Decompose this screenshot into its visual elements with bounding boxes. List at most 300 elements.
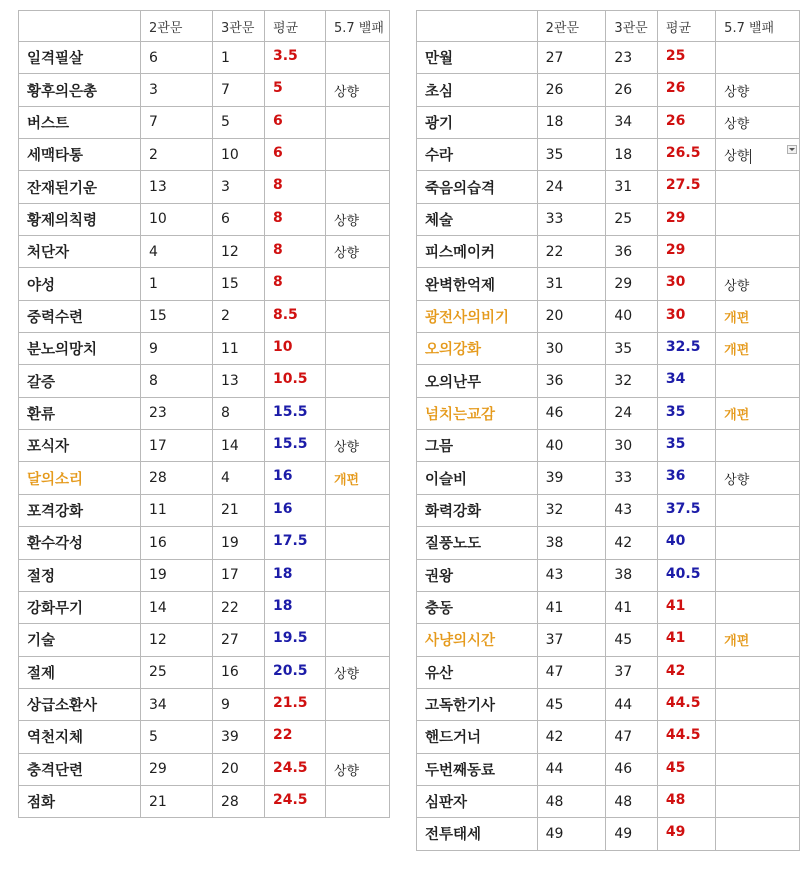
average-cell[interactable]: 18	[265, 591, 326, 623]
gate2-rank-cell[interactable]: 29	[141, 753, 213, 785]
engraving-name-cell[interactable]: 오의강화	[417, 333, 538, 365]
average-cell[interactable]: 35	[657, 430, 715, 462]
gate3-rank-cell[interactable]: 38	[606, 559, 658, 591]
average-cell[interactable]: 41	[657, 624, 715, 656]
average-cell[interactable]: 24.5	[265, 753, 326, 785]
balance-note-text: 개편	[724, 407, 750, 423]
dropdown-arrow-icon[interactable]	[787, 145, 797, 154]
table-row	[417, 591, 800, 623]
gate3-rank-cell[interactable]: 23	[606, 42, 658, 74]
gate2-rank-cell[interactable]: 16	[141, 527, 213, 559]
balance-note-cell[interactable]	[326, 74, 390, 106]
balance-note-cell[interactable]	[716, 365, 800, 397]
gate2-rank-cell[interactable]: 41	[537, 591, 606, 623]
average-cell[interactable]: 8	[265, 268, 326, 300]
gate3-rank-cell[interactable]: 5	[213, 106, 265, 138]
average-cell[interactable]: 32.5	[657, 333, 715, 365]
engraving-name-cell[interactable]: 고독한기사	[417, 688, 538, 720]
balance-note-cell[interactable]	[326, 688, 390, 720]
balance-note-cell[interactable]	[326, 42, 390, 74]
gate2-rank-cell[interactable]: 48	[537, 785, 606, 817]
header-cell-gate2: 2관문	[537, 11, 606, 42]
engraving-name-cell[interactable]: 죽음의습격	[417, 171, 538, 203]
engraving-name-cell[interactable]: 화력강화	[417, 494, 538, 526]
balance-note-text: 상향	[334, 666, 360, 682]
gate3-rank-cell[interactable]: 20	[213, 753, 265, 785]
gate2-rank-cell[interactable]: 8	[141, 365, 213, 397]
average-cell[interactable]: 49	[657, 818, 715, 850]
gate3-rank-cell[interactable]: 16	[213, 656, 265, 688]
average-cell[interactable]: 26	[657, 74, 715, 106]
gate3-rank-cell[interactable]: 25	[606, 203, 658, 235]
engraving-name-cell[interactable]: 광전사의비기	[417, 300, 538, 332]
engraving-name-cell[interactable]: 강화무기	[19, 591, 141, 623]
gate3-rank-cell[interactable]: 9	[213, 688, 265, 720]
table-row	[417, 300, 800, 332]
gate2-rank-cell[interactable]: 6	[141, 42, 213, 74]
gate3-rank-cell[interactable]: 7	[213, 74, 265, 106]
gate3-rank-cell[interactable]: 13	[213, 365, 265, 397]
table-row	[19, 591, 390, 623]
engraving-name-cell[interactable]: 초심	[417, 74, 538, 106]
engraving-name-cell[interactable]: 환류	[19, 397, 141, 429]
gate3-rank-cell[interactable]: 46	[606, 753, 658, 785]
gate3-rank-cell[interactable]: 30	[606, 430, 658, 462]
balance-note-cell[interactable]	[326, 106, 390, 138]
average-cell[interactable]: 44.5	[657, 721, 715, 753]
balance-note-cell[interactable]	[716, 753, 800, 785]
average-cell[interactable]: 10.5	[265, 365, 326, 397]
balance-note-cell[interactable]	[326, 753, 390, 785]
balance-note-cell[interactable]	[716, 397, 800, 429]
gate2-rank-cell[interactable]: 7	[141, 106, 213, 138]
balance-note-cell[interactable]	[326, 268, 390, 300]
average-cell[interactable]: 5	[265, 74, 326, 106]
balance-note-text: 상향	[334, 213, 360, 229]
gate2-rank-cell[interactable]: 44	[537, 753, 606, 785]
gate3-rank-cell[interactable]: 47	[606, 721, 658, 753]
engraving-name-cell[interactable]: 분노의망치	[19, 333, 141, 365]
gate2-rank-cell[interactable]: 14	[141, 591, 213, 623]
gate2-rank-cell[interactable]: 3	[141, 74, 213, 106]
balance-note-cell[interactable]	[716, 721, 800, 753]
average-cell[interactable]: 21.5	[265, 688, 326, 720]
balance-note-cell[interactable]	[326, 591, 390, 623]
engraving-name-cell[interactable]: 황후의은총	[19, 74, 141, 106]
engraving-name-cell[interactable]: 절정	[19, 559, 141, 591]
gate2-rank-cell[interactable]: 27	[537, 42, 606, 74]
balance-note-cell[interactable]	[716, 818, 800, 850]
gate2-rank-cell[interactable]: 42	[537, 721, 606, 753]
table-row	[19, 236, 390, 268]
table-row	[417, 656, 800, 688]
gate2-rank-cell[interactable]: 17	[141, 430, 213, 462]
balance-note-cell[interactable]	[716, 527, 800, 559]
table-row	[19, 721, 390, 753]
gate2-rank-cell[interactable]: 13	[141, 171, 213, 203]
balance-note-cell[interactable]	[716, 106, 800, 138]
balance-note-text: 개편	[334, 472, 360, 488]
gate3-rank-cell[interactable]: 29	[606, 268, 658, 300]
balance-note-text: 상향	[724, 149, 750, 165]
gate3-rank-cell[interactable]: 35	[606, 333, 658, 365]
table-row	[417, 559, 800, 591]
balance-note-cell[interactable]	[716, 74, 800, 106]
gate3-rank-cell[interactable]: 2	[213, 300, 265, 332]
balance-note-cell[interactable]	[326, 785, 390, 817]
gate2-rank-cell[interactable]: 21	[141, 785, 213, 817]
table-row	[417, 624, 800, 656]
balance-note-cell[interactable]	[326, 397, 390, 429]
table-row	[417, 106, 800, 138]
table-row	[19, 494, 390, 526]
engraving-name-cell[interactable]: 넘치는교감	[417, 397, 538, 429]
gate2-rank-cell[interactable]: 4	[141, 236, 213, 268]
engraving-name-cell[interactable]: 전투태세	[417, 818, 538, 850]
average-cell[interactable]: 35	[657, 397, 715, 429]
engraving-name-cell[interactable]: 충격단련	[19, 753, 141, 785]
average-cell[interactable]: 29	[657, 236, 715, 268]
engraving-name-cell[interactable]: 심판자	[417, 785, 538, 817]
average-cell[interactable]: 15.5	[265, 397, 326, 429]
gate3-rank-cell[interactable]: 22	[213, 591, 265, 623]
average-cell[interactable]: 20.5	[265, 656, 326, 688]
engraving-name-cell[interactable]: 환수각성	[19, 527, 141, 559]
gate3-rank-cell[interactable]: 15	[213, 268, 265, 300]
gate2-rank-cell[interactable]: 33	[537, 203, 606, 235]
table-row	[19, 74, 390, 106]
gate2-rank-cell[interactable]: 47	[537, 656, 606, 688]
engraving-name-cell[interactable]: 수라	[417, 139, 538, 171]
average-cell[interactable]: 16	[265, 462, 326, 494]
header-cell-gate3: 3관문	[213, 11, 265, 42]
gate2-rank-cell[interactable]: 5	[141, 721, 213, 753]
average-cell[interactable]: 30	[657, 268, 715, 300]
average-cell[interactable]: 45	[657, 753, 715, 785]
header-cell-balance-patch: 5.7 밸패	[326, 11, 390, 42]
gate3-rank-cell[interactable]: 36	[606, 236, 658, 268]
gate2-rank-cell[interactable]: 37	[537, 624, 606, 656]
gate2-rank-cell[interactable]: 43	[537, 559, 606, 591]
gate2-rank-cell[interactable]: 49	[537, 818, 606, 850]
balance-note-cell[interactable]	[326, 300, 390, 332]
average-cell[interactable]: 22	[265, 721, 326, 753]
table-row	[19, 300, 390, 332]
table-row	[417, 527, 800, 559]
gate3-rank-cell[interactable]: 32	[606, 365, 658, 397]
average-cell[interactable]: 6	[265, 106, 326, 138]
table-row	[19, 688, 390, 720]
balance-note-cell[interactable]	[716, 462, 800, 494]
table-row	[417, 818, 800, 850]
table-row	[417, 42, 800, 74]
engraving-name-cell[interactable]: 피스메이커	[417, 236, 538, 268]
balance-note-text: 상향	[724, 84, 750, 100]
gate3-rank-cell[interactable]: 8	[213, 397, 265, 429]
average-cell[interactable]: 34	[657, 365, 715, 397]
table-row	[417, 688, 800, 720]
balance-note-cell[interactable]	[716, 624, 800, 656]
average-cell[interactable]: 15.5	[265, 430, 326, 462]
gate2-rank-cell[interactable]: 38	[537, 527, 606, 559]
gate2-rank-cell[interactable]: 19	[141, 559, 213, 591]
gate3-rank-cell[interactable]: 43	[606, 494, 658, 526]
table-row	[417, 365, 800, 397]
right-table-body	[417, 11, 800, 851]
table-row	[417, 203, 800, 235]
gate2-rank-cell[interactable]: 30	[537, 333, 606, 365]
balance-note-cell[interactable]	[326, 333, 390, 365]
engraving-name-cell[interactable]: 중력수련	[19, 300, 141, 332]
balance-note-cell[interactable]	[716, 656, 800, 688]
balance-note-text: 상향	[334, 440, 360, 456]
gate3-rank-cell[interactable]: 11	[213, 333, 265, 365]
gate3-rank-cell[interactable]: 4	[213, 462, 265, 494]
average-cell[interactable]: 16	[265, 494, 326, 526]
balance-note-cell[interactable]	[326, 494, 390, 526]
gate2-rank-cell[interactable]: 2	[141, 139, 213, 171]
header-row	[19, 11, 390, 42]
engraving-name-cell[interactable]: 두번째동료	[417, 753, 538, 785]
engraving-name-cell[interactable]: 질풍노도	[417, 527, 538, 559]
balance-note-cell[interactable]	[716, 171, 800, 203]
gate2-rank-cell[interactable]: 1	[141, 268, 213, 300]
engraving-name-cell[interactable]: 잔재된기운	[19, 171, 141, 203]
gate3-rank-cell[interactable]: 24	[606, 397, 658, 429]
average-cell[interactable]: 41	[657, 591, 715, 623]
average-cell[interactable]: 25	[657, 42, 715, 74]
table-row	[19, 785, 390, 817]
gate2-rank-cell[interactable]: 26	[537, 74, 606, 106]
balance-note-text: 상향	[724, 472, 750, 488]
gate2-rank-cell[interactable]: 32	[537, 494, 606, 526]
balance-note-text: 상향	[334, 763, 360, 779]
balance-note-cell[interactable]	[326, 203, 390, 235]
gate2-rank-cell[interactable]: 28	[141, 462, 213, 494]
average-cell[interactable]: 30	[657, 300, 715, 332]
average-cell[interactable]: 29	[657, 203, 715, 235]
balance-note-cell[interactable]	[716, 559, 800, 591]
engraving-name-cell[interactable]: 만월	[417, 42, 538, 74]
engraving-name-cell[interactable]: 핸드거너	[417, 721, 538, 753]
gate2-rank-cell[interactable]: 20	[537, 300, 606, 332]
left-table	[18, 10, 390, 818]
gate3-rank-cell[interactable]: 19	[213, 527, 265, 559]
gate3-rank-cell[interactable]: 40	[606, 300, 658, 332]
engraving-name-cell[interactable]: 처단자	[19, 236, 141, 268]
engraving-name-cell[interactable]: 그믐	[417, 430, 538, 462]
gate3-rank-cell[interactable]: 1	[213, 42, 265, 74]
balance-note-cell[interactable]	[326, 139, 390, 171]
engraving-name-cell[interactable]: 세맥타통	[19, 139, 141, 171]
gate3-rank-cell[interactable]: 37	[606, 656, 658, 688]
gate2-rank-cell[interactable]: 40	[537, 430, 606, 462]
balance-note-cell[interactable]	[716, 688, 800, 720]
engraving-name-cell[interactable]: 이슬비	[417, 462, 538, 494]
gate2-rank-cell[interactable]: 12	[141, 624, 213, 656]
average-cell[interactable]: 10	[265, 333, 326, 365]
engraving-name-cell[interactable]: 역천지체	[19, 721, 141, 753]
engraving-name-cell[interactable]: 유산	[417, 656, 538, 688]
gate2-rank-cell[interactable]: 39	[537, 462, 606, 494]
average-cell[interactable]: 40	[657, 527, 715, 559]
balance-note-text: 개편	[724, 310, 750, 326]
gate3-rank-cell[interactable]: 21	[213, 494, 265, 526]
average-cell[interactable]: 40.5	[657, 559, 715, 591]
average-cell[interactable]: 17.5	[265, 527, 326, 559]
balance-note-cell[interactable]	[716, 300, 800, 332]
engraving-name-cell[interactable]: 사냥의시간	[417, 624, 538, 656]
header-cell-gate3: 3관문	[606, 11, 658, 42]
gate3-rank-cell[interactable]: 42	[606, 527, 658, 559]
table-row	[19, 203, 390, 235]
gate2-rank-cell[interactable]: 11	[141, 494, 213, 526]
gate3-rank-cell[interactable]: 45	[606, 624, 658, 656]
engraving-name-cell[interactable]: 갈증	[19, 365, 141, 397]
engraving-name-cell[interactable]: 점화	[19, 785, 141, 817]
engraving-name-cell[interactable]: 버스트	[19, 106, 141, 138]
average-cell[interactable]: 42	[657, 656, 715, 688]
gate2-rank-cell[interactable]: 31	[537, 268, 606, 300]
gate3-rank-cell[interactable]: 41	[606, 591, 658, 623]
engraving-name-cell[interactable]: 상급소환사	[19, 688, 141, 720]
gate3-rank-cell[interactable]: 33	[606, 462, 658, 494]
table-row	[19, 268, 390, 300]
balance-note-cell[interactable]	[716, 268, 800, 300]
gate3-rank-cell[interactable]: 39	[213, 721, 265, 753]
balance-note-cell[interactable]	[716, 236, 800, 268]
gate2-rank-cell[interactable]: 36	[537, 365, 606, 397]
gate3-rank-cell[interactable]: 14	[213, 430, 265, 462]
header-cell-blank	[19, 11, 141, 42]
average-cell[interactable]: 8	[265, 236, 326, 268]
engraving-name-cell[interactable]: 황제의칙령	[19, 203, 141, 235]
balance-note-cell[interactable]	[716, 591, 800, 623]
engraving-name-cell[interactable]: 야성	[19, 268, 141, 300]
table-row	[19, 333, 390, 365]
balance-note-cell[interactable]	[326, 171, 390, 203]
header-cell-average: 평균	[265, 11, 326, 42]
gate3-rank-cell[interactable]: 10	[213, 139, 265, 171]
gate2-rank-cell[interactable]: 23	[141, 397, 213, 429]
balance-note-cell[interactable]	[326, 527, 390, 559]
table-row	[417, 171, 800, 203]
balance-note-cell[interactable]	[326, 656, 390, 688]
engraving-name-cell[interactable]: 오의난무	[417, 365, 538, 397]
table-row	[19, 753, 390, 785]
table-row	[417, 430, 800, 462]
balance-note-cell[interactable]	[716, 42, 800, 74]
average-cell[interactable]: 8	[265, 171, 326, 203]
table-row	[19, 624, 390, 656]
balance-note-text: 개편	[724, 634, 750, 650]
average-cell[interactable]: 44.5	[657, 688, 715, 720]
gate3-rank-cell[interactable]: 6	[213, 203, 265, 235]
balance-note-cell[interactable]	[326, 559, 390, 591]
balance-note-cell[interactable]	[716, 785, 800, 817]
balance-note-cell[interactable]	[716, 333, 800, 365]
gate2-rank-cell[interactable]: 45	[537, 688, 606, 720]
engraving-name-cell[interactable]: 완벽한억제	[417, 268, 538, 300]
gate3-rank-cell[interactable]: 17	[213, 559, 265, 591]
engraving-name-cell[interactable]: 달의소리	[19, 462, 141, 494]
average-cell[interactable]: 8	[265, 203, 326, 235]
gate2-rank-cell[interactable]: 22	[537, 236, 606, 268]
average-cell[interactable]: 8.5	[265, 300, 326, 332]
engraving-name-cell[interactable]: 충동	[417, 591, 538, 623]
gate3-rank-cell[interactable]: 3	[213, 171, 265, 203]
balance-note-cell[interactable]	[326, 365, 390, 397]
balance-note-cell[interactable]	[716, 203, 800, 235]
balance-note-cell[interactable]	[716, 430, 800, 462]
balance-note-cell[interactable]	[326, 721, 390, 753]
table-row	[417, 462, 800, 494]
engraving-name-cell[interactable]: 절제	[19, 656, 141, 688]
engraving-name-cell[interactable]: 포식자	[19, 430, 141, 462]
gate2-rank-cell[interactable]: 25	[141, 656, 213, 688]
balance-note-cell[interactable]	[326, 462, 390, 494]
engraving-name-cell[interactable]: 포격강화	[19, 494, 141, 526]
table-row	[19, 656, 390, 688]
balance-note-cell[interactable]	[326, 624, 390, 656]
gate3-rank-cell[interactable]: 34	[606, 106, 658, 138]
gate2-rank-cell[interactable]: 46	[537, 397, 606, 429]
average-cell[interactable]: 27.5	[657, 171, 715, 203]
average-cell[interactable]: 37.5	[657, 494, 715, 526]
gate3-rank-cell[interactable]: 49	[606, 818, 658, 850]
average-cell[interactable]: 26	[657, 106, 715, 138]
gate3-rank-cell[interactable]: 18	[606, 139, 658, 171]
average-cell[interactable]: 24.5	[265, 785, 326, 817]
average-cell[interactable]: 48	[657, 785, 715, 817]
gate2-rank-cell[interactable]: 18	[537, 106, 606, 138]
table-row	[417, 236, 800, 268]
average-cell[interactable]: 19.5	[265, 624, 326, 656]
gate3-rank-cell[interactable]: 31	[606, 171, 658, 203]
gate3-rank-cell[interactable]: 27	[213, 624, 265, 656]
right-table	[416, 10, 800, 851]
table-row	[417, 74, 800, 106]
gate2-rank-cell[interactable]: 34	[141, 688, 213, 720]
gate3-rank-cell[interactable]: 28	[213, 785, 265, 817]
table-row	[19, 106, 390, 138]
average-cell[interactable]: 3.5	[265, 42, 326, 74]
average-cell[interactable]: 36	[657, 462, 715, 494]
gate3-rank-cell[interactable]: 26	[606, 74, 658, 106]
gate2-rank-cell[interactable]: 9	[141, 333, 213, 365]
balance-note-cell[interactable]	[716, 494, 800, 526]
gate3-rank-cell[interactable]: 44	[606, 688, 658, 720]
average-cell[interactable]: 6	[265, 139, 326, 171]
balance-note-cell[interactable]	[716, 139, 800, 171]
gate2-rank-cell[interactable]: 35	[537, 139, 606, 171]
engraving-name-cell[interactable]: 체술	[417, 203, 538, 235]
average-cell[interactable]: 18	[265, 559, 326, 591]
average-cell[interactable]: 26.5	[657, 139, 715, 171]
table-row	[19, 527, 390, 559]
engraving-name-cell[interactable]: 광기	[417, 106, 538, 138]
gate3-rank-cell[interactable]: 12	[213, 236, 265, 268]
balance-note-cell[interactable]	[326, 430, 390, 462]
gate2-rank-cell[interactable]: 15	[141, 300, 213, 332]
engraving-name-cell[interactable]: 기술	[19, 624, 141, 656]
gate2-rank-cell[interactable]: 10	[141, 203, 213, 235]
engraving-name-cell[interactable]: 일격필살	[19, 42, 141, 74]
gate2-rank-cell[interactable]: 24	[537, 171, 606, 203]
engraving-name-cell[interactable]: 권왕	[417, 559, 538, 591]
gate3-rank-cell[interactable]: 48	[606, 785, 658, 817]
balance-note-cell[interactable]	[326, 236, 390, 268]
